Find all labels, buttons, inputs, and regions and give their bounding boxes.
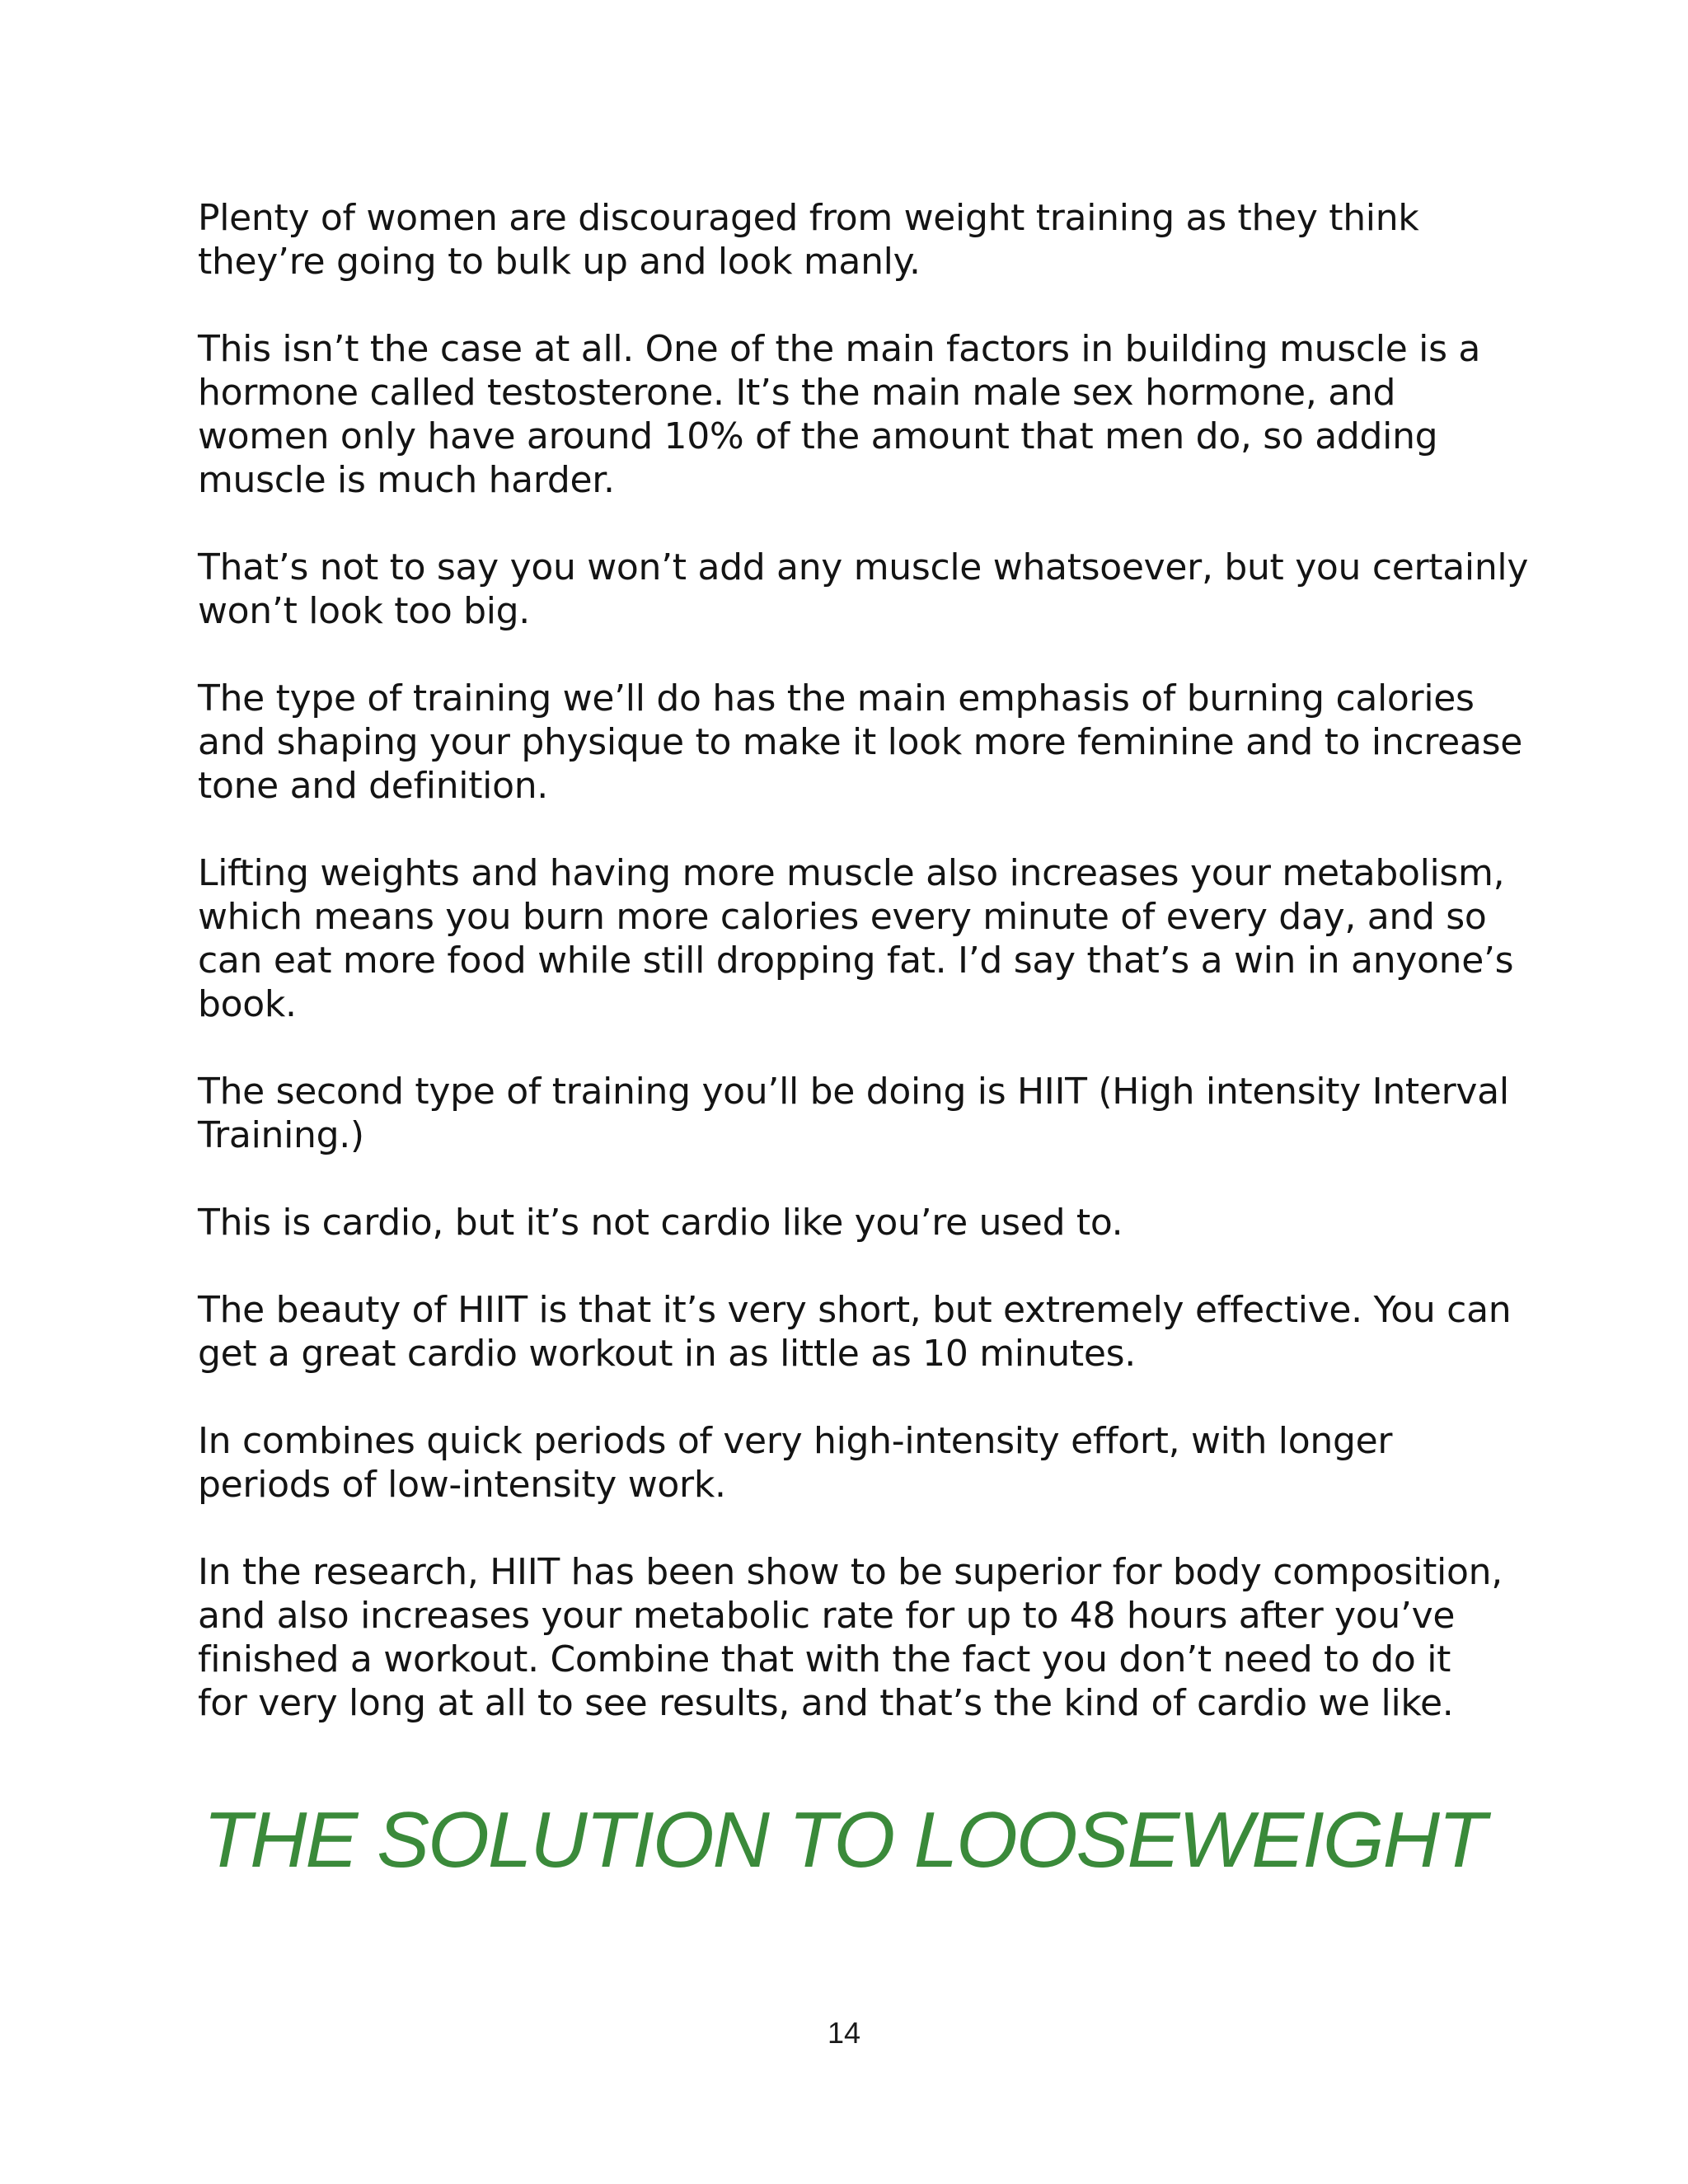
text-line: That’s not to say you won’t add any muscle whatsoever, but you certainly bbox=[198, 546, 1529, 588]
paragraph bbox=[198, 1550, 1517, 1725]
text-line: muscle is much harder. bbox=[198, 459, 615, 501]
paragraph bbox=[198, 677, 1522, 808]
paragraph bbox=[198, 1201, 1517, 1244]
paragraph bbox=[198, 327, 1517, 502]
text-line: and shaping your physique to make it look more feminine and to increase bbox=[198, 721, 1522, 763]
text-line: can eat more food while still dropping fat. I’d say that’s a win in anyone’s bbox=[198, 940, 1514, 982]
text-line: The second type of training you’ll be doing is HIIT (High intensity Interval bbox=[198, 1071, 1509, 1113]
text-line: hormone called testosterone. It’s the main male sex hormone, and bbox=[198, 372, 1396, 414]
paragraph bbox=[198, 1419, 1517, 1507]
text-line: Plenty of women are discouraged from weight training as they think bbox=[198, 197, 1419, 239]
paragraph bbox=[198, 1070, 1517, 1157]
text-line: book. bbox=[198, 983, 297, 1025]
paragraph bbox=[198, 851, 1517, 1026]
text-line: won’t look too big. bbox=[198, 590, 530, 632]
text-line: This isn’t the case at all. One of the main factors in building muscle is a bbox=[198, 328, 1481, 370]
text-line: In combines quick periods of very high-intensity effort, with longer bbox=[198, 1420, 1393, 1462]
page-number: 14 bbox=[827, 2016, 861, 2050]
text-line: This is cardio, but it’s not cardio like you’re used to. bbox=[198, 1202, 1123, 1244]
text-line: and also increases your metabolic rate for up to 48 hours after you’ve bbox=[198, 1595, 1456, 1637]
text-line: which means you burn more calories every minute of every day, and so bbox=[198, 896, 1487, 938]
text-line: for very long at all to see results, and that’s the kind of cardio we like. bbox=[198, 1682, 1454, 1724]
paragraph bbox=[198, 196, 1517, 284]
text-line: women only have around 10% of the amount that men do, so adding bbox=[198, 415, 1438, 457]
text-line: Training.) bbox=[198, 1114, 364, 1156]
paragraph bbox=[198, 1288, 1517, 1376]
text-line: get a great cardio workout in as little as 10 minutes. bbox=[198, 1333, 1136, 1375]
text-line: tone and definition. bbox=[198, 765, 548, 807]
text-line: In the research, HIIT has been show to be superior for body composition, bbox=[198, 1551, 1503, 1593]
text-line: The beauty of HIIT is that it’s very short, but extremely effective. You can bbox=[198, 1289, 1512, 1331]
text-line: they’re going to bulk up and look manly. bbox=[198, 241, 921, 283]
body-text bbox=[198, 196, 1529, 1769]
text-line: periods of low-intensity work. bbox=[198, 1464, 726, 1506]
text-line: finished a workout. Combine that with the fact you don’t need to do it bbox=[198, 1638, 1451, 1680]
text-line: The type of training we’ll do has the main emphasis of burning calories bbox=[198, 677, 1475, 719]
solution-banner: THE SOLUTION TO LOOSEWEIGHT bbox=[203, 1796, 1485, 1884]
text-line: Lifting weights and having more muscle also increases your metabolism, bbox=[198, 852, 1505, 894]
paragraph bbox=[198, 546, 1529, 633]
